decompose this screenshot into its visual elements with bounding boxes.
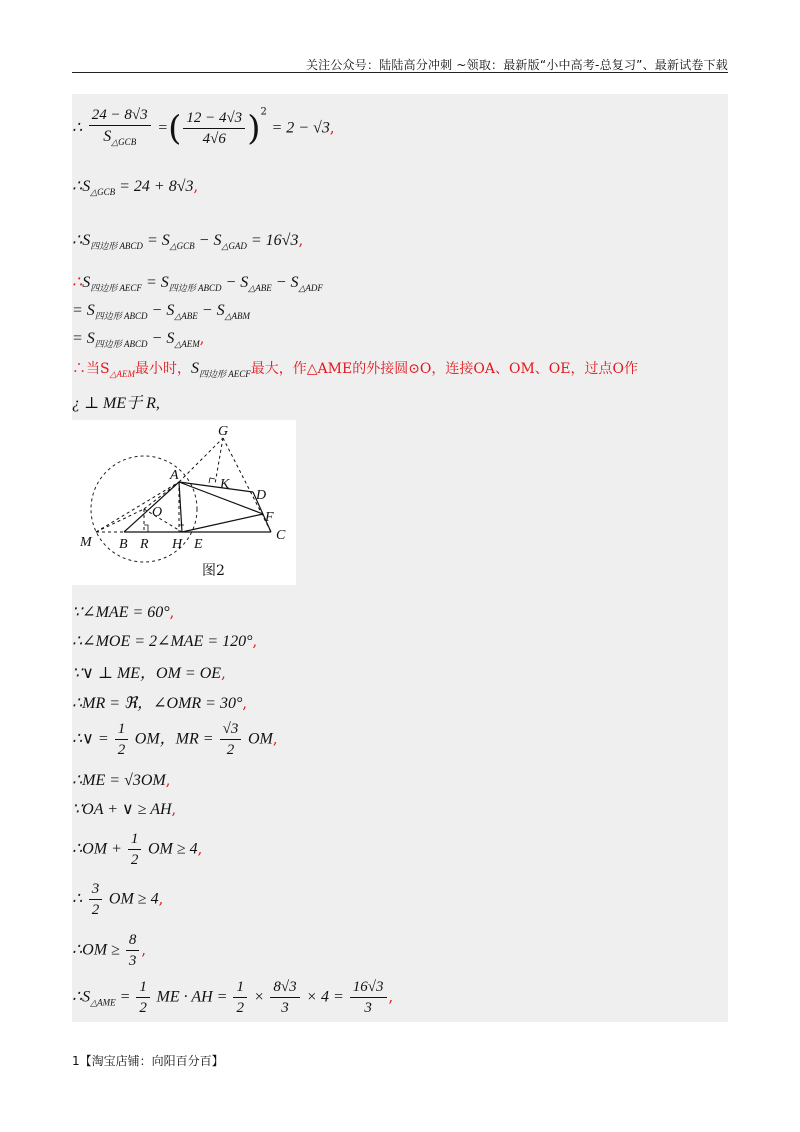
geometry-figure <box>72 420 296 585</box>
equation-line-12: ∴MR = ℜ，∠OMR = 30°, <box>72 695 247 712</box>
page-footer: 1【淘宝店铺：向阳百分百】 <box>72 1054 224 1068</box>
equation-line-7: ∴当$S_{\triangle AEM}$最小时，$S_{四边形 AECF}$最大，作△AME的外接圆⊙O，连接OA、OM、OE，过点O作 <box>72 360 638 379</box>
equation-line-11: ∵∨ ⊥ ME，OM = OE, <box>72 665 226 682</box>
equation-line-15: ∵OA + ∨ ≥ AH, <box>72 801 177 818</box>
label-a: A <box>170 468 179 483</box>
geometry-diagram <box>72 420 296 585</box>
equation-line-18: ∴OM ≥ $\frac{8}{3}$ , <box>72 932 146 969</box>
equation-line-13: ∴∨ = $\frac{1}{2}$ OM，MR = $\frac{√3}{2}$ OM, <box>72 721 278 758</box>
header-divider <box>72 72 728 73</box>
equation-line-19: $\therefore S_{\triangle AME}$ = $\frac{1}{2}$ ME · AH = $\frac{1}{2}$ × $\frac{8√3}{3}$ × 4 = $\frac{16√3}{3}$ , <box>72 979 394 1016</box>
equation-line-6: = $S_{四边形 ABCD} - S_{\triangle AEM}$, <box>72 330 205 349</box>
label-f: F <box>265 510 274 525</box>
page-header: 关注公众号：陆陆高分冲刺 ~领取：最新版“小中高考-总复习”、最新试卷下载 <box>305 58 728 72</box>
equation-line-5: = $S_{四边形 ABCD} - S_{\triangle ABE} - S_{\triangle ABM}$ <box>72 302 250 321</box>
label-c: C <box>276 528 286 543</box>
equation-line-17: ∴ $\frac{3}{2}$ OM ≥ 4, <box>72 881 164 918</box>
equation-line-1: ∴ $\frac{24 - 8√3}{S_{\triangle GCB}}$ =( $\frac{12 - 4√3}{4√6}$ )$^2$ = 2 − √3, <box>72 106 334 151</box>
equation-line-10: ∴∠MOE = 2∠MAE = 120°, <box>72 633 258 650</box>
equation-line-8: ¿ ⊥ ME于 R, <box>72 395 160 412</box>
label-d: D <box>256 488 267 503</box>
equation-line-9: ∵∠MAE = 60°, <box>72 604 175 621</box>
label-e: E <box>194 537 203 552</box>
label-m: M <box>80 535 92 550</box>
equation-line-3: $\therefore S_{四边形 ABCD} = S_{\triangle GCB} - S_{\triangle GAD} = 16√3$, <box>72 232 304 251</box>
label-h: H <box>172 537 183 552</box>
equation-line-16: ∴OM + $\frac{1}{2}$ OM ≥ 4, <box>72 831 203 868</box>
label-b: B <box>119 537 128 552</box>
equation-line-14: ∴ME = √3OM, <box>72 772 171 789</box>
label-k: K <box>220 477 230 492</box>
label-g: G <box>218 424 229 439</box>
label-o: O <box>152 505 163 520</box>
fraction: $\frac{24 - 8√3}{S_{\triangle GCB}}$ <box>89 106 151 151</box>
figure-caption: 图2 <box>202 563 225 579</box>
equation-line-4: $\therefore S_{四边形 AECF} = S_{四边形 ABCD} - S_{\triangle ABE} - S_{\triangle ADF}$ <box>72 274 323 293</box>
equation-line-2: $\therefore S_{\triangle GCB} = 24 + 8√3$, <box>72 178 199 197</box>
solution-panel <box>72 94 728 1022</box>
label-r: R <box>140 537 149 552</box>
